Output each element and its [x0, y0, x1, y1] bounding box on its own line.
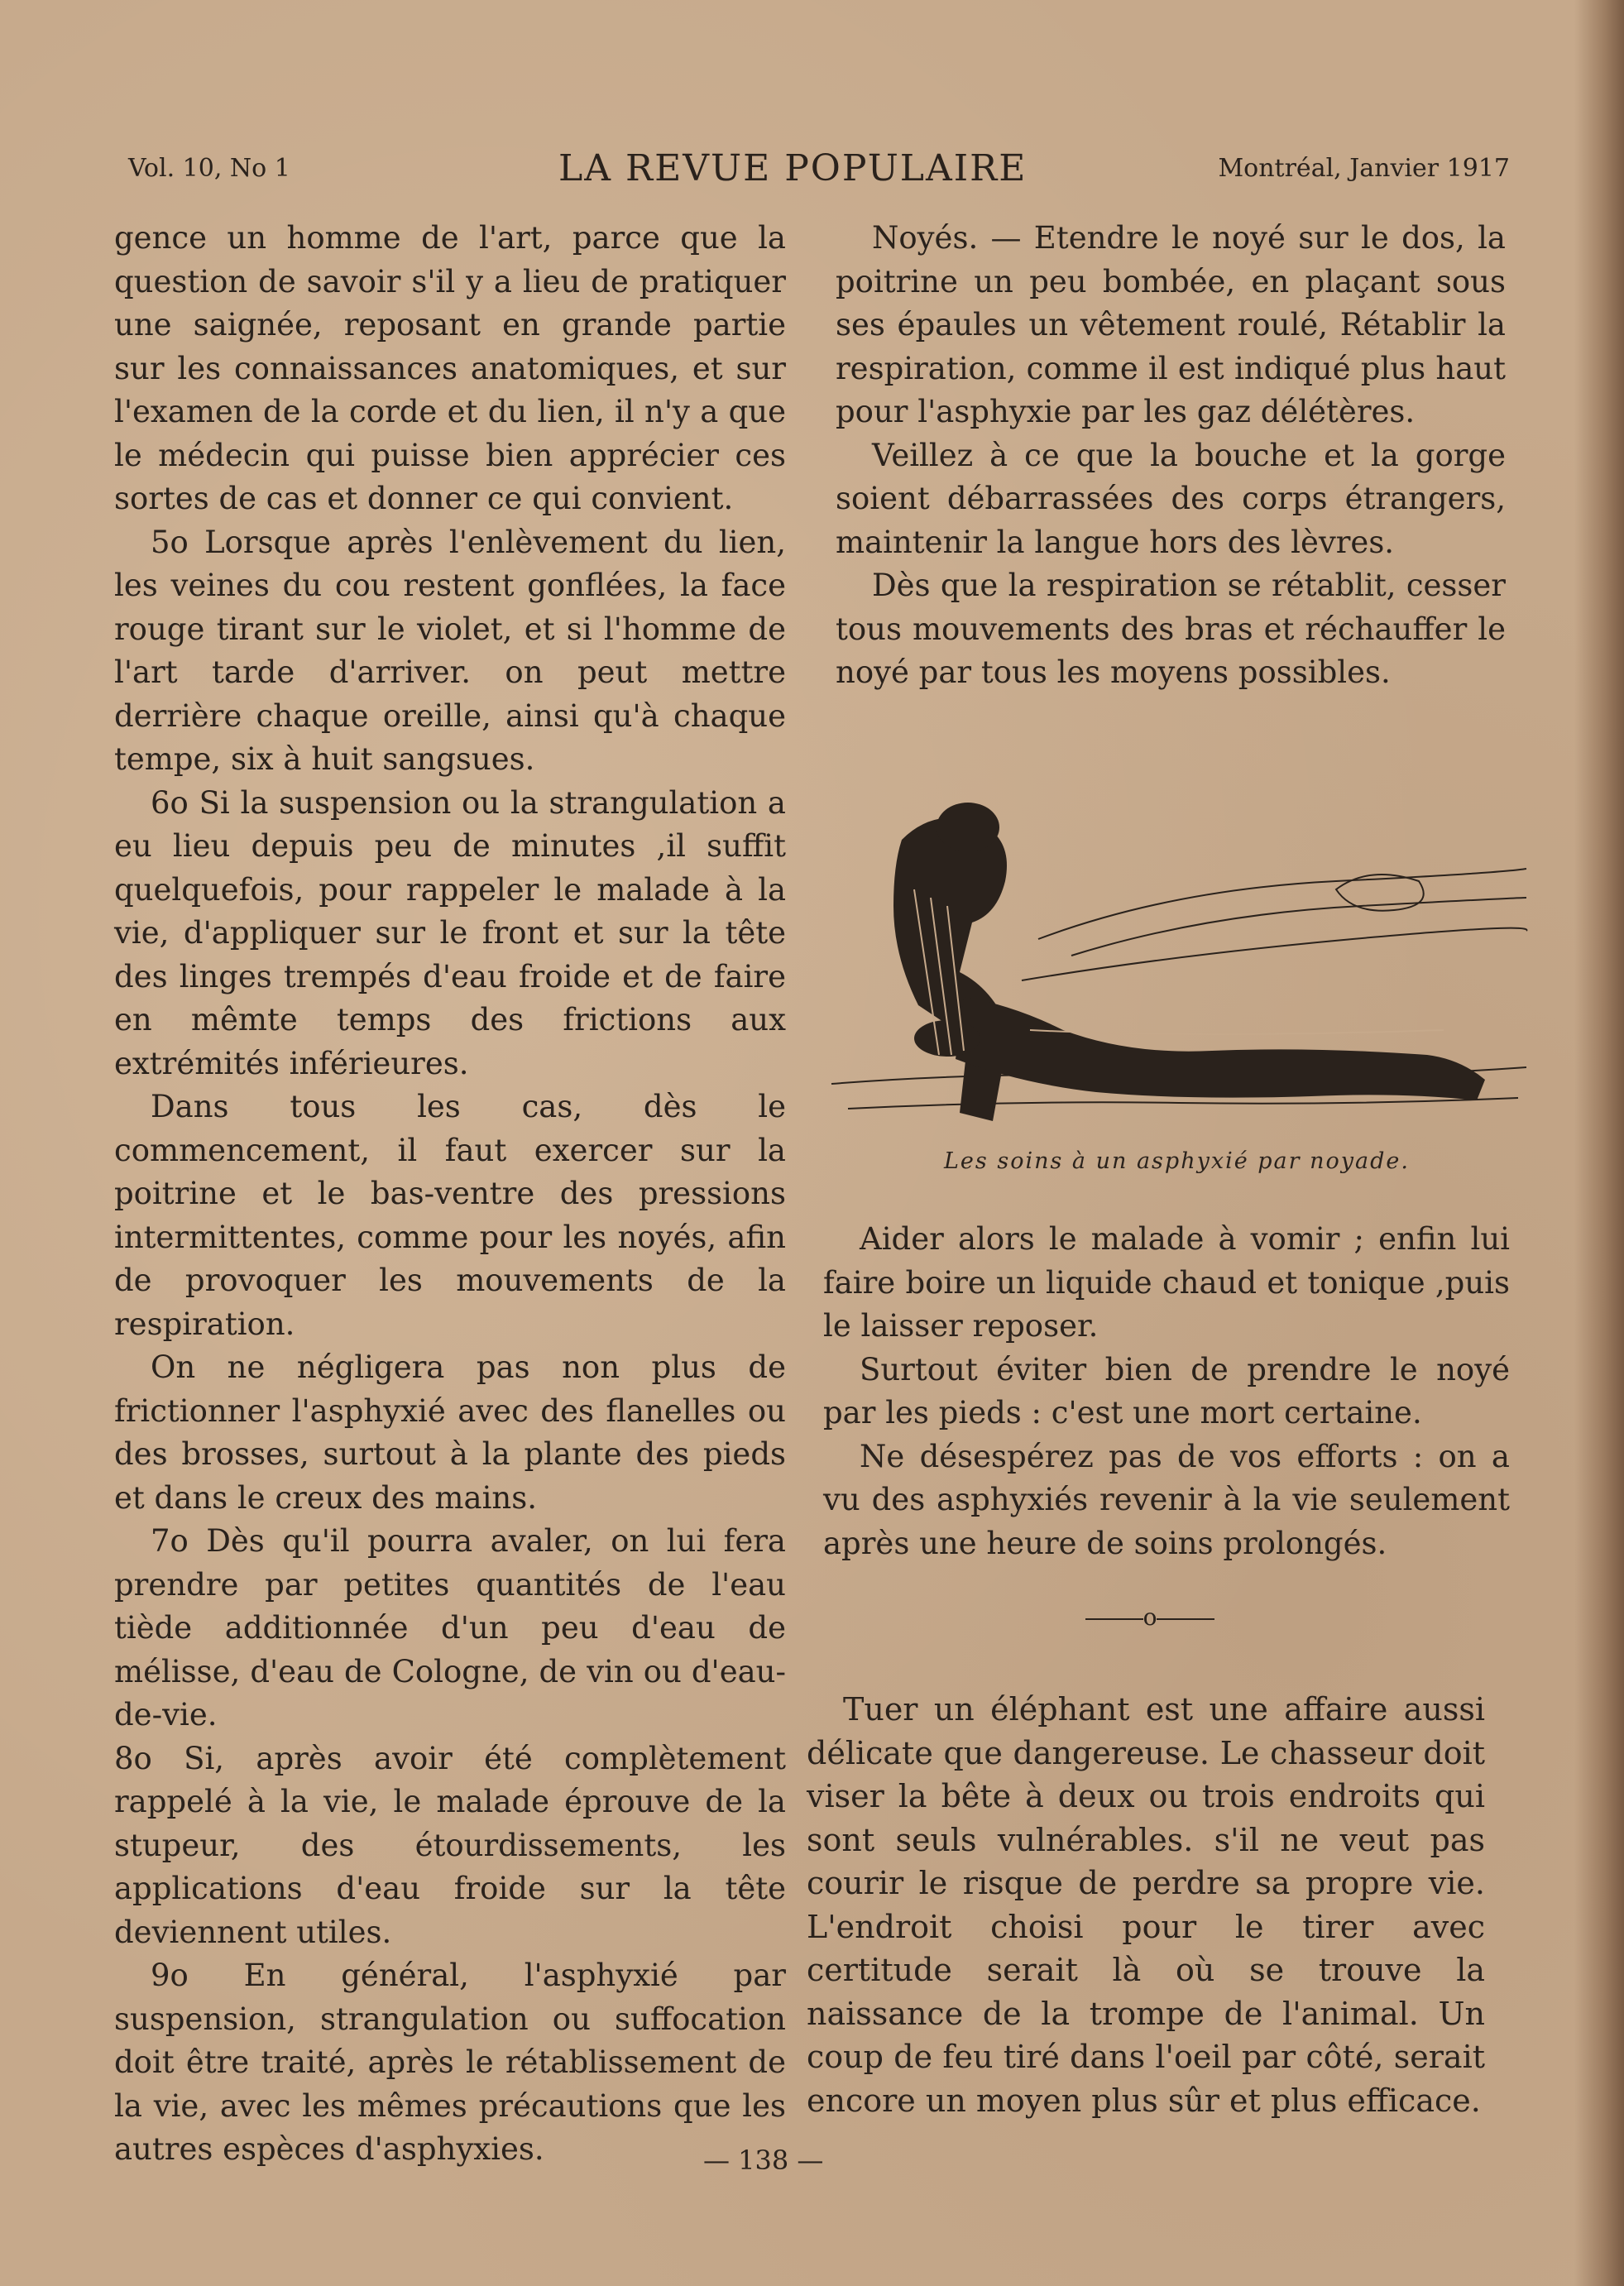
paragraph: 9o En général, l'asphyxié par suspension, strangulation ou suffocation doit être traité, après le rétablissement de la vie, avec les mêmes précautions que les autres espèces d'asphyxies.	[114, 1958, 786, 2167]
paragraph: On ne négligera pas non plus de frictionner l'asphyxié avec des flanelles ou des brosses, surtout à la plante des pieds et dans le creux des mains.	[114, 1349, 786, 1516]
paragraph: Aider alors le malade à vomir ; enfin lui faire boire un liquide chaud et tonique ,puis le laisser reposer.	[823, 1221, 1510, 1344]
paragraph: Veillez à ce que la bouche et la gorge soient débarrassées des corps étrangers, maintenir la langue hors des lèvres.	[836, 437, 1506, 560]
paragraph: Ne désespérez pas de vos efforts : on a vu des asphyxiés revenir à la vie seulement après une heure de soins prolongés.	[823, 1438, 1510, 1561]
volume-number: Vol. 10, No 1	[128, 154, 290, 183]
paragraph: Dans tous les cas, dès le commencement, il faut exercer sur la poitrine et le bas-ventre des pressions intermittentes, comme pour les noyés, afin de provoquer les mouvements de la respiration.	[114, 1089, 786, 1342]
paragraph: 5o Lorsque après l'enlèvement du lien, les veines du cou restent gonflées, la face rouge tirant sur le violet, et si l'homme de l'art tarde d'arriver. on peut mettre derrière chaque oreille, ainsi qu'à chaque tempe, six à huit sangsues.	[114, 524, 786, 777]
right-column-bottom	[807, 1688, 1485, 2122]
paragraph: Noyés. — Etendre le noyé sur le dos, la poitrine un peu bombée, en plaçant sous ses épaules un vêtement roulé, Rétablir la respiration, comme il est indiqué plus haut pour l'asphyxie par les gaz délétères.	[836, 220, 1506, 429]
page-gutter-shadow	[1574, 0, 1624, 2286]
paragraph: Tuer un éléphant est une affaire aussi délicate que dangereuse. Le chasseur doit viser la bête à deux ou trois endroits qui sont seuls vulnérables. s'il ne veut pas courir le risque de perdre sa propre vie. L'endroit choisi pour le tirer avec certitude serait là où se trouve la naissance de la trompe de l'animal. Un coup de feu tiré dans l'oeil par côté, serait encore un moyen plus sûr et plus efficace.	[807, 1691, 1485, 2119]
separator-line	[1085, 1618, 1143, 1620]
illustration-caption: Les soins à un asphyxié par noyade.	[944, 1148, 1410, 1174]
paragraph: 8o Si, après avoir été complètement rappelé à la vie, le malade éprouve de la stupeur, des étourdissements, les applications d'eau froide sur la tête deviennent utiles.	[114, 1740, 786, 1950]
paragraph: 7o Dès qu'il pourra avaler, on lui fera prendre par petites quantités de l'eau tiède additionnée d'un peu d'eau de mélisse, d'eau de Cologne, de vin ou d'eau-de-vie.	[114, 1523, 786, 1732]
separator-mark: o	[1143, 1603, 1157, 1631]
section-separator	[1067, 1603, 1233, 1631]
paragraph: Dès que la respiration se rétablit, cesser tous mouvements des bras et réchauffer le noyé par tous les moyens possibles.	[836, 568, 1506, 690]
paragraph: gence un homme de l'art, parce que la question de savoir s'il y a lieu de pratiquer une saignée, reposant en grande partie sur les connaissances anatomiques, et sur l'examen de la corde et du lien, il n'y a que le médecin qui puisse bien apprécier ces sortes de cas et donner ce qui convient.	[114, 220, 786, 516]
separator-line	[1157, 1618, 1214, 1620]
publication-title: LA REVUE POPULAIRE	[558, 147, 1028, 189]
paragraph: 6o Si la suspension ou la strangulation a eu lieu depuis peu de minutes ,il suffit quelquefois, pour rappeler le malade à la vie, d'appliquer sur le front et sur la tête des linges trempés d'eau froide et de faire en mêmte temps des frictions aux extrémités inférieures.	[114, 784, 786, 1081]
page-number: — 138 —	[703, 2145, 824, 2176]
left-column	[114, 217, 786, 2172]
issue-date: Montréal, Janvier 1917	[1218, 154, 1510, 183]
rescue-illustration	[823, 790, 1531, 1138]
page-header	[128, 147, 1510, 197]
paragraph: Surtout éviter bien de prendre le noyé par les pieds : c'est une mort certaine.	[823, 1351, 1510, 1431]
right-column-middle	[823, 1218, 1510, 1565]
right-column-top	[836, 217, 1506, 695]
